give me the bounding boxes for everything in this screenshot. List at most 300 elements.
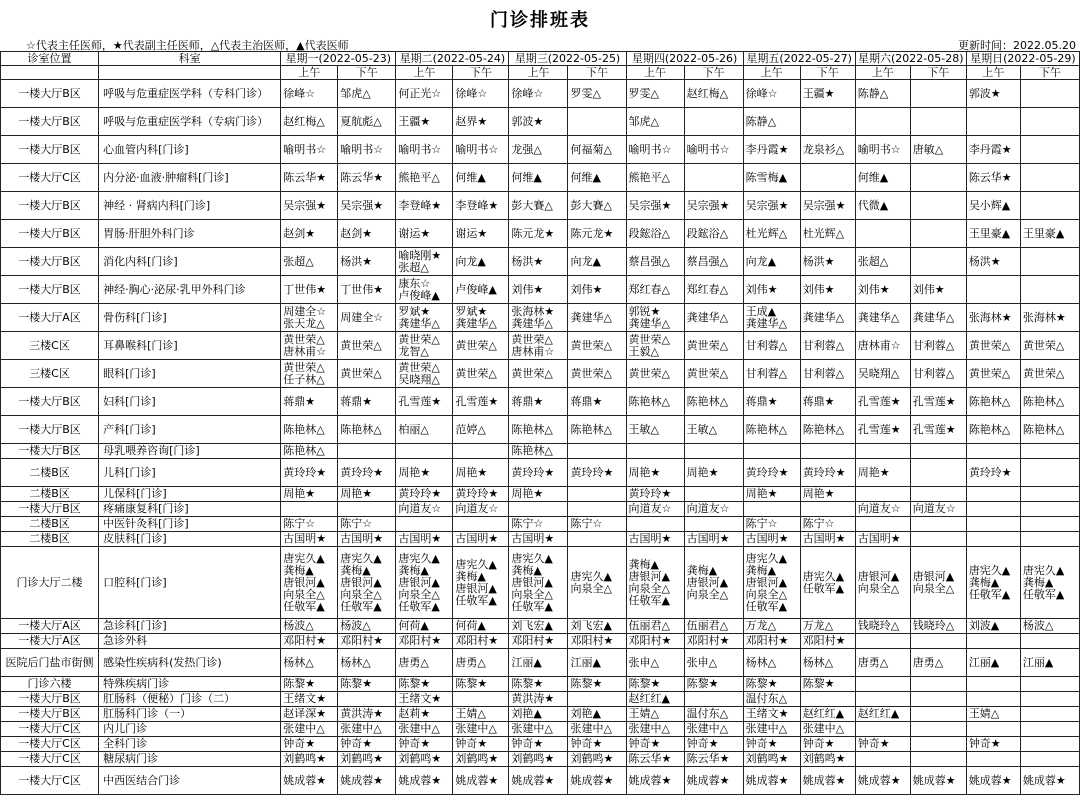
doctor-cell-am: 杨林△ [281,649,338,677]
table-row [1,487,1080,502]
doctor-cell-pm: 向道友☆ [910,502,966,517]
doctor-name: 唐银河▲ [340,575,382,589]
table-row [1,649,1080,677]
doctor-cell-am [281,304,338,332]
doctor-cell-am: 万龙△ [743,619,800,634]
doctor-cell-pm [453,517,509,532]
clinic-location: 一楼大厅B区 [1,108,99,136]
doctor-cell-am: 江丽▲ [966,649,1020,677]
doctor-cell-pm: 罗雯△ [568,80,626,108]
doctor-cell-am: 周艳★ [396,459,453,487]
doctor-cell-am [855,108,910,136]
doctor-name: 任敬军▲ [511,599,553,613]
doctor-cell-pm [453,444,509,459]
doctor-cell-pm: 黄世荣△ [568,360,626,388]
doctor-cell-pm [1020,722,1079,737]
doctor-cell-pm: 姚成蓉★ [568,767,626,795]
doctor-cell-pm: 周艳★ [800,487,855,502]
doctor-cell-am: 张建中△ [281,722,338,737]
doctor-cell-pm: 周艳★ [453,459,509,487]
doctor-name: 唐林甫☆ [511,344,555,358]
doctor-cell-am: 古国明★ [509,532,568,547]
header-am: 上午 [626,66,684,80]
doctor-name: 唐银河▲ [398,575,440,589]
doctor-name: 龚梅▲ [968,575,1000,589]
doctor-cell-am: 姚成蓉★ [396,767,453,795]
doctor-name: 唐银河▲ [912,569,955,583]
doctor-cell-pm: 邓阳村★ [800,634,855,649]
doctor-name: 唐银河▲ [628,569,670,583]
doctor-cell-am: 刘鹤鸣★ [281,752,338,767]
doctor-cell-pm [910,164,966,192]
doctor-cell-pm: 何维▲ [453,164,509,192]
department-name: 中医针灸科[门诊] [99,517,281,532]
doctor-name: 周建全☆ [283,304,327,318]
doctor-cell-pm: 万龙△ [800,619,855,634]
doctor-cell-pm: 邓阳村★ [453,634,509,649]
clinic-location: 二楼B区 [1,459,99,487]
doctor-name: 任敬军▲ [340,599,382,613]
doctor-cell-am [966,722,1020,737]
table-row [1,502,1080,517]
doctor-cell-am: 陈黎★ [743,677,800,692]
doctor-cell-pm [1020,192,1079,220]
doctor-cell-am: 黄玲玲★ [626,487,684,502]
doctor-cell-am: 罗雯△ [626,80,684,108]
doctor-cell-am: 李丹霞★ [743,136,800,164]
clinic-location: 二楼B区 [1,517,99,532]
doctor-name: 唐宪久▲ [570,569,612,583]
doctor-cell-am [855,722,910,737]
doctor-cell-pm: 邹虎△ [338,80,396,108]
doctor-cell-pm: 古国明★ [338,532,396,547]
department-name: 骨伤科[门诊] [99,304,281,332]
doctor-cell-pm: 龚建华△ [910,304,966,332]
doctor-cell-am [396,248,453,276]
doctor-cell-pm: 周艳★ [684,459,743,487]
doctor-cell-pm: 孔雪莲★ [453,388,509,416]
doctor-cell-pm: 江丽▲ [1020,649,1079,677]
doctor-cell-pm [910,547,966,619]
header-day-sat: 星期六(2022-05-28) [855,52,966,66]
doctor-cell-am: 唐勇△ [396,649,453,677]
doctor-name: 唐宪久▲ [745,551,788,565]
clinic-location: 一楼大厅C区 [1,752,99,767]
clinic-location: 一楼大厅B区 [1,692,99,707]
doctor-cell-pm: 陈元龙★ [568,220,626,248]
department-name: 急诊科[门诊] [99,619,281,634]
header-pm: 下午 [568,66,626,80]
doctor-name: 吴晓翔△ [398,372,440,386]
doctor-name: 王成▲ [745,304,777,318]
doctor-cell-am: 喻明书☆ [281,136,338,164]
header-row-days [1,52,1080,66]
table-row [1,276,1080,304]
doctor-name: 龚梅▲ [628,557,659,571]
table-row [1,220,1080,248]
doctor-cell-am [966,276,1020,304]
header-pm: 下午 [684,66,743,80]
doctor-cell-pm: 陈宁☆ [568,517,626,532]
doctor-cell-pm: 江丽▲ [568,649,626,677]
department-name: 心血管内科[门诊] [99,136,281,164]
doctor-cell-pm: 陈云华★ [338,164,396,192]
doctor-name: 罗斌★ [398,304,431,318]
doctor-cell-pm: 丁世伟★ [338,276,396,304]
header-pm: 下午 [1020,66,1079,80]
doctor-cell-am: 陈云华★ [966,164,1020,192]
doctor-cell-am [855,487,910,502]
department-name: 产科[门诊] [99,416,281,444]
doctor-cell-am: 黄世荣△ [966,332,1020,360]
doctor-cell-pm: 杨洪★ [338,248,396,276]
doctor-cell-am [855,692,910,707]
table-row [1,752,1080,767]
doctor-cell-am: 邹虎△ [626,108,684,136]
doctor-name: 张超△ [398,260,429,274]
doctor-cell-am: 杜光辉△ [743,220,800,248]
header-pm: 下午 [453,66,509,80]
header-pm: 下午 [338,66,396,80]
doctor-cell-am: 龙强△ [509,136,568,164]
doctor-name: 黄世荣△ [511,332,553,346]
doctor-cell-pm: 赵红红▲ [800,707,855,722]
doctor-cell-am: 徐峰☆ [509,80,568,108]
doctor-cell-am: 赵红梅△ [281,108,338,136]
doctor-name: 王毅△ [628,344,659,358]
table-row [1,248,1080,276]
doctor-cell-am: 陈静△ [855,80,910,108]
doctor-cell-pm [1020,108,1079,136]
doctor-cell-am: 陈艳林△ [509,416,568,444]
doctor-cell-pm: 郑红春△ [684,276,743,304]
doctor-cell-pm: 黄世荣△ [453,360,509,388]
doctor-cell-pm: 姚成蓉★ [338,767,396,795]
doctor-cell-am [626,547,684,619]
doctor-cell-am: 钟奇★ [509,737,568,752]
doctor-cell-pm [1020,737,1079,752]
doctor-cell-pm: 王婧△ [453,707,509,722]
doctor-cell-am: 周艳★ [855,459,910,487]
doctor-cell-am: 陈艳林△ [281,444,338,459]
doctor-name: 向泉全△ [912,581,955,595]
doctor-cell-am [966,502,1020,517]
department-name: 耳鼻喉科[门诊] [99,332,281,360]
doctor-cell-pm: 彭大賽△ [568,192,626,220]
doctor-name: 向泉全△ [857,581,900,595]
doctor-name: 向泉全△ [628,581,670,595]
doctor-cell-am [966,634,1020,649]
doctor-cell-am: 钟奇★ [966,737,1020,752]
department-name: 内分泌·血液·肿瘤科[门诊] [99,164,281,192]
doctor-cell-pm: 钟奇★ [338,737,396,752]
doctor-cell-am: 钱晓玲△ [855,619,910,634]
schedule-table [0,51,1080,795]
doctor-cell-am: 徐峰☆ [743,80,800,108]
doctor-name: 唐银河▲ [745,575,788,589]
doctor-name: 黄世荣△ [398,360,440,374]
doctor-cell-pm: 陈艳林△ [338,416,396,444]
doctor-name: 向泉全△ [511,587,553,601]
doctor-cell-am [626,444,684,459]
doctor-cell-am: 钟奇★ [281,737,338,752]
doctor-cell-pm: 杨波△ [338,619,396,634]
doctor-name: 唐宪久▲ [802,569,845,583]
doctor-cell-am: 蒋鼎★ [743,388,800,416]
doctor-cell-am: 钟奇★ [855,737,910,752]
doctor-cell-pm [910,737,966,752]
doctor-cell-pm [800,164,855,192]
header-row-halves [1,66,1080,80]
department-name: 糖尿病门诊 [99,752,281,767]
doctor-cell-pm [1020,677,1079,692]
doctor-cell-am: 柏丽△ [396,416,453,444]
doctor-cell-pm: 张建中△ [338,722,396,737]
doctor-cell-pm [910,80,966,108]
table-row [1,304,1080,332]
doctor-cell-pm: 何福菊△ [568,136,626,164]
clinic-location: 三楼C区 [1,360,99,388]
doctor-cell-pm: 孔雪莲★ [910,388,966,416]
doctor-cell-pm [568,444,626,459]
clinic-location: 一楼大厅B区 [1,388,99,416]
doctor-cell-am: 姚成蓉★ [509,767,568,795]
update-time: 更新时间：2022.05.20 [958,39,1076,52]
doctor-cell-am: 赵红红▲ [855,707,910,722]
doctor-cell-pm: 周艳★ [338,487,396,502]
doctor-cell-am: 黄世荣△ [626,360,684,388]
department-name: 呼吸与危重症医学科（专病门诊） [99,108,281,136]
doctor-cell-am: 喻明书☆ [396,136,453,164]
doctor-cell-pm: 刘鹤鸣★ [568,752,626,767]
doctor-cell-pm [1020,752,1079,767]
doctor-cell-am: 赵莉★ [396,707,453,722]
doctor-cell-am [855,444,910,459]
doctor-cell-pm: 蒋鼎★ [568,388,626,416]
doctor-name: 唐宪久▲ [283,551,325,565]
doctor-cell-pm: 温付东△ [684,707,743,722]
doctor-cell-am: 刘鹤鸣★ [396,752,453,767]
doctor-cell-pm [800,444,855,459]
doctor-cell-am [855,677,910,692]
table-row [1,192,1080,220]
doctor-cell-pm: 黄玲玲★ [568,459,626,487]
doctor-name: 郭锐★ [628,304,661,318]
doctor-cell-am [626,517,684,532]
doctor-cell-pm [684,487,743,502]
doctor-cell-pm [910,692,966,707]
clinic-location: 一楼大厅B区 [1,220,99,248]
doctor-cell-am [743,304,800,332]
doctor-name: 龚建华△ [398,316,440,330]
doctor-cell-pm: 陈黎★ [800,677,855,692]
doctor-cell-pm [910,634,966,649]
table-row [1,677,1080,692]
doctor-cell-am: 陈云华★ [281,164,338,192]
doctor-cell-pm: 刘伟★ [910,276,966,304]
doctor-cell-pm: 张建中△ [684,722,743,737]
doctor-cell-pm: 钟奇★ [800,737,855,752]
doctor-cell-am [855,517,910,532]
table-row [1,722,1080,737]
header-blank [1,66,99,80]
clinic-location: 门诊六楼 [1,677,99,692]
doctor-name: 向泉全△ [745,587,788,601]
department-name: 儿保科[门诊] [99,487,281,502]
table-row [1,332,1080,360]
doctor-cell-am [509,547,568,619]
doctor-cell-pm [1020,517,1079,532]
table-row [1,532,1080,547]
doctor-cell-am: 陈艳林△ [281,416,338,444]
doctor-cell-am: 邓阳村★ [396,634,453,649]
table-row [1,634,1080,649]
doctor-cell-pm: 刘鹤鸣★ [338,752,396,767]
doctor-name: 任敬军▲ [628,593,670,607]
doctor-cell-am: 王绪文★ [396,692,453,707]
doctor-cell-pm [1020,459,1079,487]
doctor-name: 龚梅▲ [398,563,429,577]
doctor-cell-am: 刘飞宏▲ [509,619,568,634]
doctor-cell-pm: 刘鹤鸣★ [800,752,855,767]
doctor-cell-am: 陈黎★ [626,677,684,692]
clinic-location: 医院后门盐市街侧 [1,649,99,677]
department-name: 感染性疾病科(发热门诊) [99,649,281,677]
schedule-body [1,52,1080,795]
doctor-cell-pm: 邓阳村★ [684,634,743,649]
doctor-cell-am [966,108,1020,136]
doctor-cell-am: 吴宗强★ [626,192,684,220]
doctor-cell-pm: 孔雪莲★ [910,416,966,444]
doctor-cell-am: 张海林★ [966,304,1020,332]
doctor-cell-am [855,752,910,767]
doctor-cell-pm: 蔡昌强△ [684,248,743,276]
doctor-cell-am: 杨洪★ [966,248,1020,276]
doctor-name: 任敬军▲ [283,599,325,613]
doctor-cell-pm: 刘鹤鸣★ [453,752,509,767]
header-am: 上午 [966,66,1020,80]
department-name: 胃肠·肝胆外科门诊 [99,220,281,248]
doctor-cell-pm [800,502,855,517]
doctor-cell-pm: 甘利蓉△ [910,332,966,360]
doctor-cell-pm: 张建中△ [800,722,855,737]
doctor-cell-am: 陈黎★ [396,677,453,692]
doctor-cell-pm: 黄世荣△ [338,332,396,360]
doctor-name: 唐宪久▲ [968,563,1011,577]
doctor-cell-pm [1020,248,1079,276]
doctor-cell-pm [338,692,396,707]
department-name: 母乳喂养咨询[门诊] [99,444,281,459]
doctor-cell-pm [910,677,966,692]
doctor-cell-am: 钟奇★ [396,737,453,752]
department-name: 消化内科[门诊] [99,248,281,276]
doctor-cell-am: 张超△ [281,248,338,276]
doctor-cell-pm: 王疆★ [800,80,855,108]
doctor-name: 喻晓刚★ [398,248,442,262]
doctor-cell-pm [1020,692,1079,707]
doctor-cell-am: 周艳★ [509,487,568,502]
doctor-cell-am: 张建中△ [396,722,453,737]
header-location: 诊室位置 [1,52,99,66]
doctor-name: 任子林△ [283,372,325,386]
doctor-name: 龚建华△ [628,316,670,330]
clinic-location: 一楼大厅C区 [1,767,99,795]
doctor-cell-am: 段鋐浴△ [626,220,684,248]
doctor-cell-pm: 刘伟★ [800,276,855,304]
doctor-cell-pm: 伍丽君△ [684,619,743,634]
header-pm: 下午 [800,66,855,80]
doctor-cell-pm [568,692,626,707]
doctor-cell-pm: 黄玲玲★ [338,459,396,487]
doctor-cell-am: 姚成蓉★ [743,767,800,795]
table-row [1,416,1080,444]
doctor-cell-pm: 甘利蓉△ [910,360,966,388]
doctor-cell-am: 陈静△ [743,108,800,136]
doctor-cell-am [396,360,453,388]
doctor-cell-am: 孔雪莲★ [396,388,453,416]
doctor-name: 龚梅▲ [686,563,718,577]
doctor-cell-am [396,444,453,459]
doctor-cell-pm [338,444,396,459]
doctor-name: 唐宪久▲ [455,557,497,571]
header-day-tue: 星期二(2022-05-24) [396,52,509,66]
doctor-cell-pm [684,547,743,619]
doctor-cell-am: 李登峰★ [396,192,453,220]
doctor-name: 康东☆ [398,276,431,290]
doctor-cell-pm [1020,502,1079,517]
doctor-cell-am: 孔雪莲★ [855,388,910,416]
doctor-cell-am: 王里豪▲ [966,220,1020,248]
doctor-cell-pm [910,459,966,487]
doctor-cell-am [396,332,453,360]
doctor-cell-am: 赵红红▲ [626,692,684,707]
doctor-cell-am: 王绪文★ [281,692,338,707]
doctor-cell-am: 甘利蓉△ [743,360,800,388]
clinic-location: 一楼大厅B区 [1,192,99,220]
header-department: 科室 [99,52,281,66]
doctor-name: 黄世荣△ [283,332,325,346]
doctor-cell-am: 代微▲ [855,192,910,220]
department-name: 皮肤科[门诊] [99,532,281,547]
doctor-cell-pm: 张建中△ [568,722,626,737]
doctor-cell-am: 黄世荣△ [966,360,1020,388]
doctor-cell-pm: 向龙▲ [453,248,509,276]
clinic-location: 一楼大厅B区 [1,416,99,444]
doctor-cell-pm: 陈宁☆ [800,517,855,532]
table-row [1,547,1080,619]
doctor-cell-am: 刘鹤鸣★ [509,752,568,767]
doctor-cell-pm: 吴宗强★ [338,192,396,220]
doctor-cell-pm [800,108,855,136]
department-name: 妇科[门诊] [99,388,281,416]
doctor-cell-pm [568,108,626,136]
clinic-location: 一楼大厅C区 [1,722,99,737]
header-day-mon: 星期一(2022-05-23) [281,52,396,66]
doctor-cell-am: 温付东△ [743,692,800,707]
clinic-location: 一楼大厅B区 [1,80,99,108]
doctor-cell-am [626,332,684,360]
doctor-cell-pm: 卢俊峰▲ [453,276,509,304]
doctor-cell-am: 陈宁☆ [509,517,568,532]
doctor-cell-pm: 蒋鼎★ [338,388,396,416]
department-name: 神经·胸心·泌尿·乳甲外科门诊 [99,276,281,304]
doctor-cell-pm: 徐峰☆ [453,80,509,108]
doctor-cell-pm: 何维▲ [568,164,626,192]
header-am: 上午 [855,66,910,80]
doctor-cell-am: 向道友☆ [396,502,453,517]
doctor-cell-pm [1020,164,1079,192]
doctor-cell-pm: 张海林★ [1020,304,1079,332]
